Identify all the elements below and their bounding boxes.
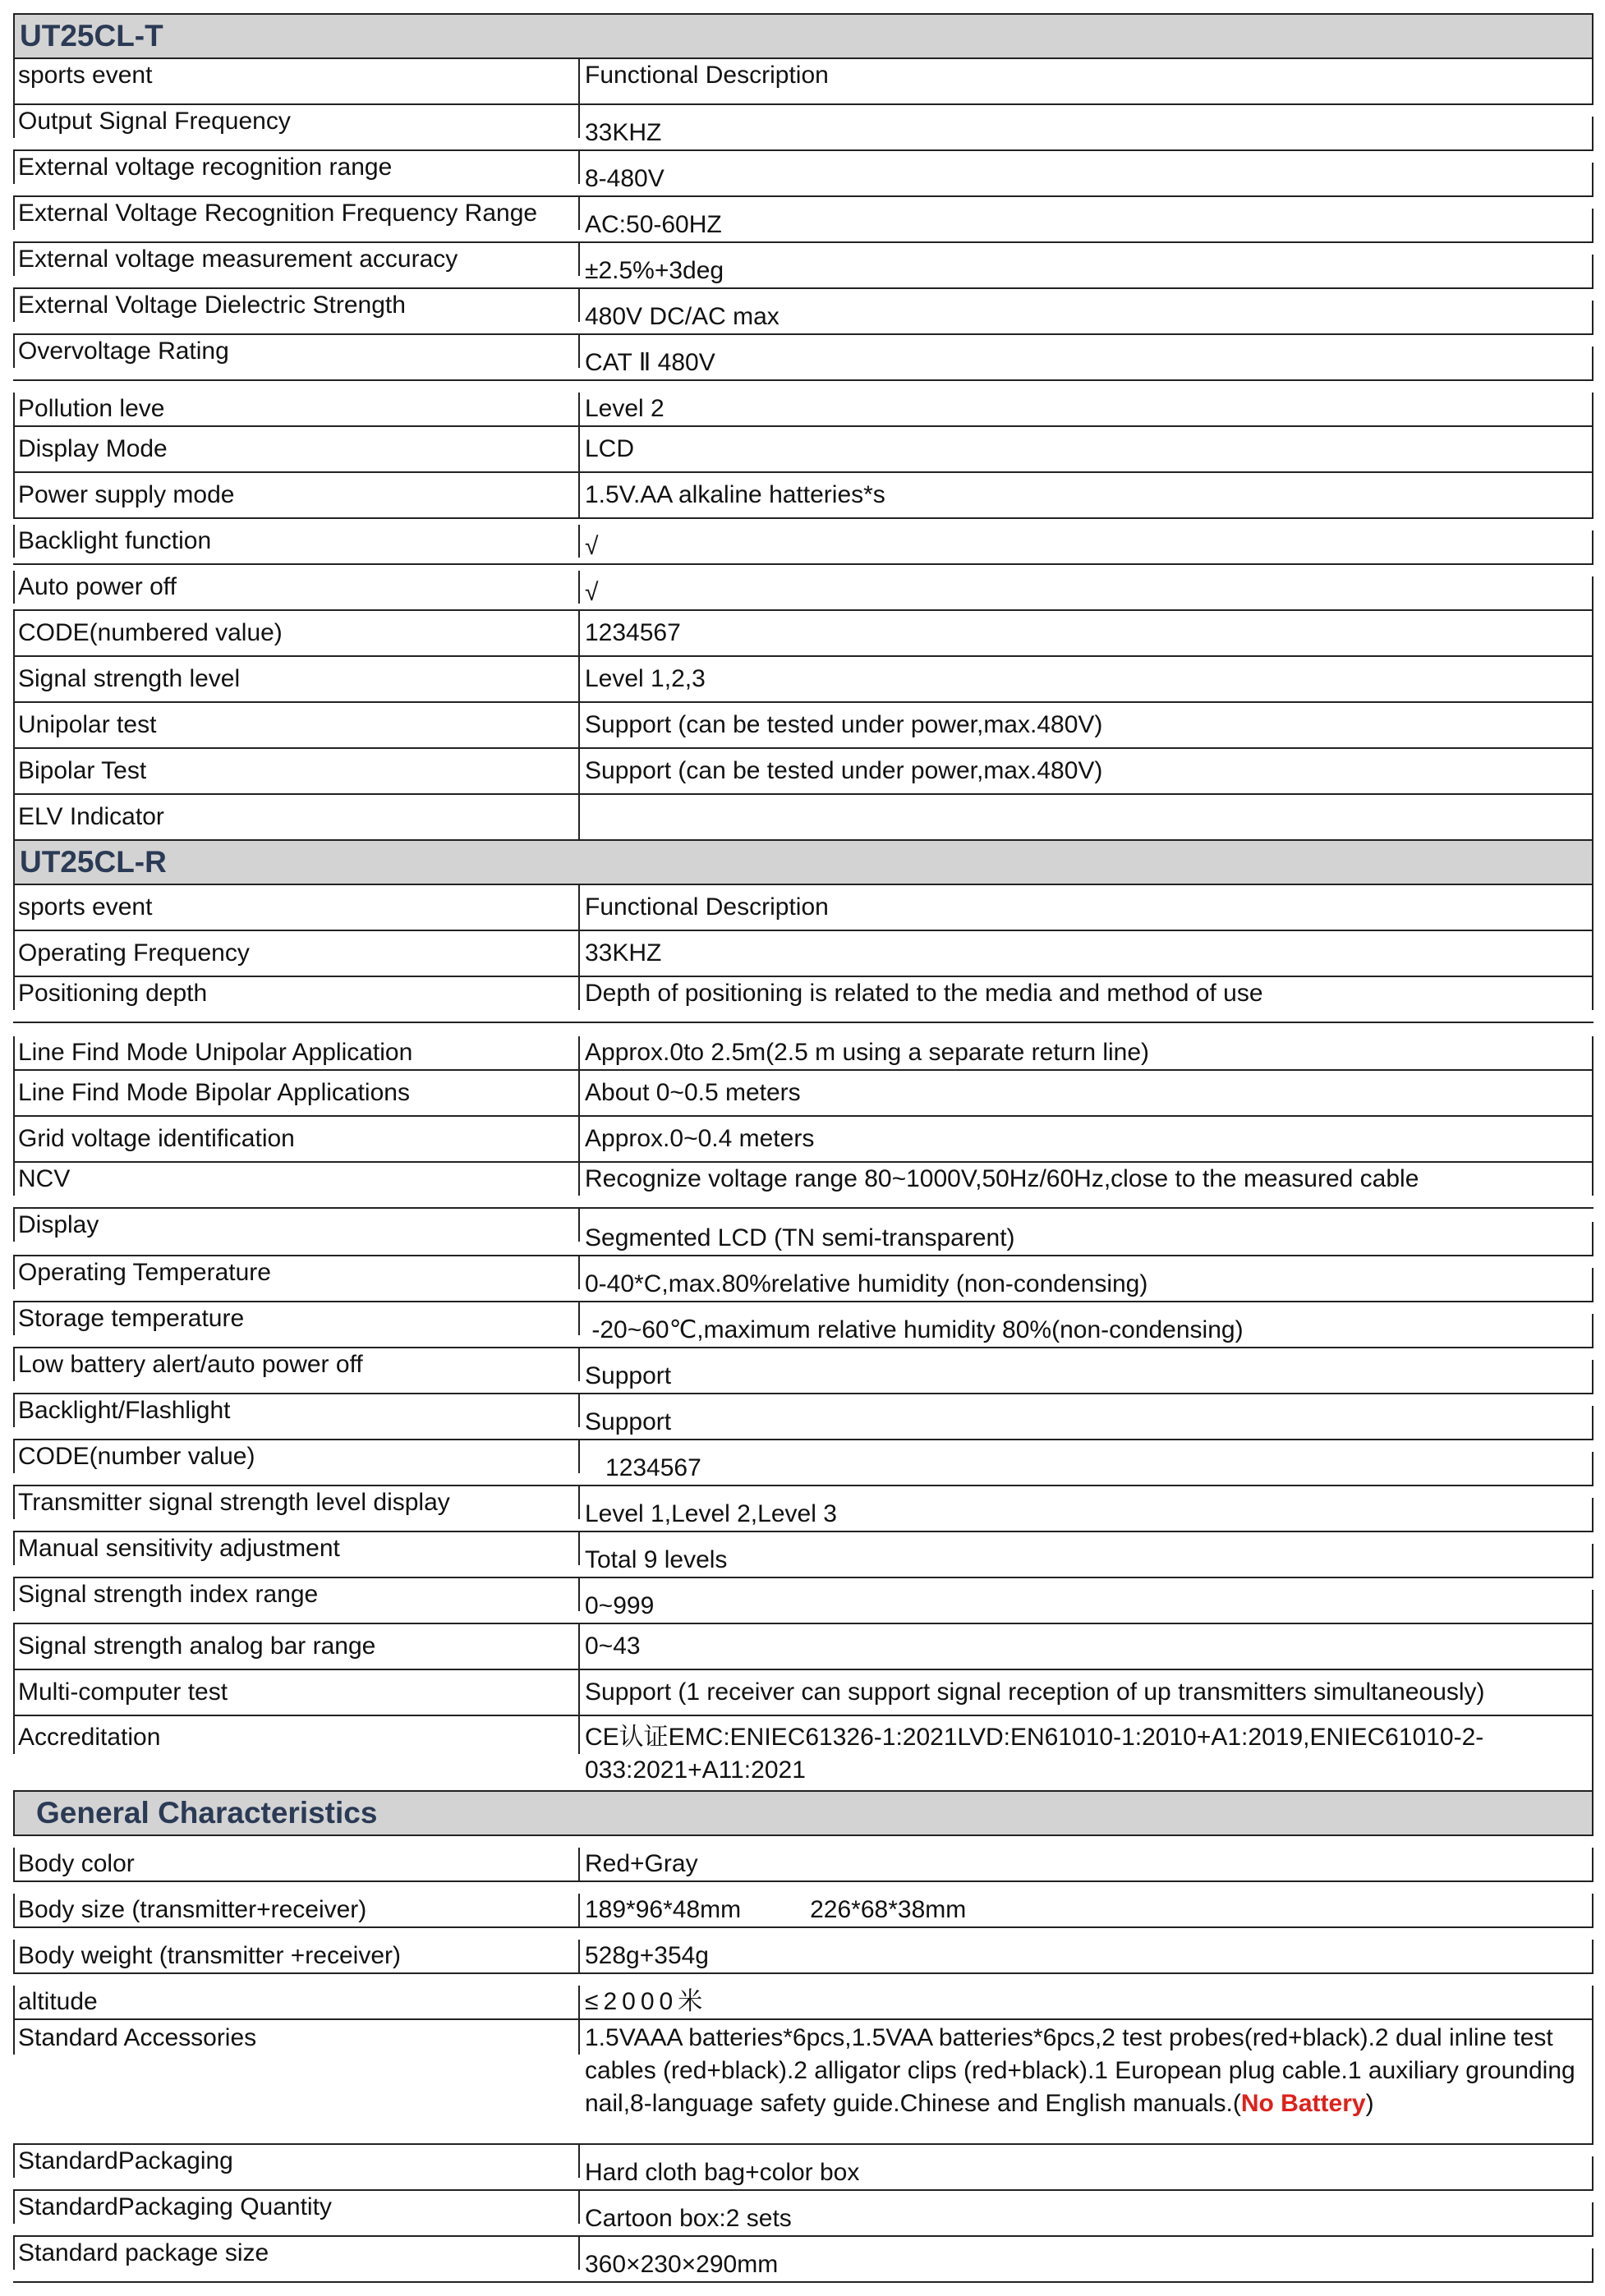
table-row xyxy=(13,1578,1594,1624)
row-label: Grid voltage identification xyxy=(13,1117,580,1161)
row-value: Support xyxy=(580,1360,1594,1393)
row-label: sports event xyxy=(13,885,580,930)
row-label: Body weight (transmitter +receiver) xyxy=(13,1940,580,1972)
row-label: Accreditation xyxy=(13,1716,580,1754)
table-row xyxy=(13,243,1594,289)
row-label: CODE(numbered value) xyxy=(13,611,580,655)
row-label: Standard Accessories xyxy=(13,2020,580,2055)
checkmark-icon: √ xyxy=(580,576,1594,609)
row-value: About 0~0.5 meters xyxy=(580,1071,1594,1115)
row-value: Support xyxy=(580,1406,1594,1439)
row-value: Functional Description xyxy=(580,885,1594,930)
table-row xyxy=(13,1209,1594,1256)
table-row xyxy=(13,1394,1594,1440)
table-row xyxy=(13,1117,1594,1163)
row-value: 1.5V.AA alkaline hatteries*s xyxy=(580,473,1594,517)
row-value: 0~999 xyxy=(580,1590,1594,1623)
table-row xyxy=(13,1348,1594,1394)
row-value: Support (can be tested under power,max.480V) xyxy=(580,749,1594,793)
row-label: Display Mode xyxy=(13,427,580,471)
table-row xyxy=(13,473,1594,519)
row-value: Red+Gray xyxy=(580,1848,1594,1880)
row-label: ELV Indicator xyxy=(13,795,580,839)
row-label: Output Signal Frequency xyxy=(13,105,580,138)
table-row xyxy=(13,657,1594,703)
table-row xyxy=(13,519,1594,565)
table-row xyxy=(13,1624,1594,1670)
section-header-receiver: UT25CL-R xyxy=(13,841,1594,885)
row-value: Hard cloth bag+color box xyxy=(580,2156,1594,2189)
table-row xyxy=(13,885,1594,931)
table-row xyxy=(13,1882,1594,1928)
table-row xyxy=(13,2020,1594,2145)
row-label: Operating Temperature xyxy=(13,1256,580,1289)
table-row xyxy=(13,1974,1594,2020)
row-label: Auto power off xyxy=(13,571,580,604)
row-label: Operating Frequency xyxy=(13,931,580,976)
section-header-general: General Characteristics xyxy=(13,1792,1594,1836)
row-value: 0-40*C,max.80%relative humidity (non-condensing) xyxy=(580,1268,1594,1301)
row-label: Positioning depth xyxy=(13,977,580,1010)
table-row xyxy=(13,1023,1594,1071)
row-value: 33KHZ xyxy=(580,117,1594,149)
table-row xyxy=(13,931,1594,977)
row-label: Unipolar test xyxy=(13,703,580,747)
row-value: Level 2 xyxy=(580,393,1594,425)
row-label: Signal strength index range xyxy=(13,1578,580,1611)
row-value: 360×230×290mm xyxy=(580,2248,1594,2281)
row-value: Recognize voltage range 80~1000V,50Hz/60Hz,close to the measured cable xyxy=(580,1163,1594,1196)
row-label: Signal strength analog bar range xyxy=(13,1624,580,1669)
row-value: Approx.0~0.4 meters xyxy=(580,1117,1594,1161)
row-label: StandardPackaging xyxy=(13,2145,580,2178)
table-row xyxy=(13,749,1594,795)
row-label: Transmitter signal strength level display xyxy=(13,1486,580,1519)
row-label: Bipolar Test xyxy=(13,749,580,793)
row-label: External Voltage Recognition Frequency Range xyxy=(13,197,580,230)
row-value: CAT Ⅱ 480V xyxy=(580,347,1594,379)
row-value: ≤2000米 xyxy=(580,1986,1594,2018)
table-row xyxy=(13,1670,1594,1716)
row-label: NCV xyxy=(13,1163,580,1196)
row-value: 1234567 xyxy=(580,611,1594,655)
row-value: Total 9 levels xyxy=(580,1544,1594,1577)
table-row xyxy=(13,977,1594,1023)
row-value: Support (1 receiver can support signal reception of up transmitters simultaneously) xyxy=(580,1670,1594,1715)
row-label: Body size (transmitter+receiver) xyxy=(13,1894,580,1926)
table-row xyxy=(13,105,1594,151)
table-row xyxy=(13,381,1594,427)
row-label: Display xyxy=(13,1209,580,1242)
table-row xyxy=(13,1440,1594,1486)
row-value: 8-480V xyxy=(580,163,1594,195)
row-label: Line Find Mode Bipolar Applications xyxy=(13,1071,580,1115)
table-row xyxy=(13,1256,1594,1302)
row-value: LCD xyxy=(580,427,1594,471)
row-value: 33KHZ xyxy=(580,931,1594,976)
table-row xyxy=(13,565,1594,611)
row-value: AC:50-60HZ xyxy=(580,209,1594,241)
row-value xyxy=(580,795,1594,839)
row-value: Level 1,2,3 xyxy=(580,657,1594,701)
row-label: Backlight/Flashlight xyxy=(13,1394,580,1427)
row-label: Power supply mode xyxy=(13,473,580,517)
table-row xyxy=(13,1928,1594,1974)
table-row xyxy=(13,151,1594,197)
no-battery-note: No Battery xyxy=(1240,2090,1366,2117)
row-label: Backlight function xyxy=(13,525,580,558)
row-label: Overvoltage Rating xyxy=(13,335,580,368)
row-value: 528g+354g xyxy=(580,1940,1594,1972)
table-row xyxy=(13,1486,1594,1532)
row-label: CODE(number value) xyxy=(13,1440,580,1473)
table-row xyxy=(13,611,1594,657)
row-label: External voltage measurement accuracy xyxy=(13,243,580,276)
table-row xyxy=(13,1302,1594,1348)
row-label: altitude xyxy=(13,1986,580,2018)
row-value: 480V DC/AC max xyxy=(580,301,1594,333)
row-value: Segmented LCD (TN semi-transparent) xyxy=(580,1222,1594,1255)
table-row xyxy=(13,1071,1594,1117)
row-label: Pollution leve xyxy=(13,393,580,425)
row-label: Signal strength level xyxy=(13,657,580,701)
row-value: 1234567 xyxy=(580,1452,1594,1485)
table-row xyxy=(13,1532,1594,1578)
row-label: External voltage recognition range xyxy=(13,151,580,184)
row-value: CE认证EMC:ENIEC61326-1:2021LVD:EN61010-1:2010+A1:2019,ENIEC61010-2-033:2021+A11:2021 xyxy=(580,1716,1594,1790)
table-row xyxy=(13,427,1594,473)
row-label: Standard package size xyxy=(13,2237,580,2270)
row-value: Approx.0to 2.5m(2.5 m using a separate return line) xyxy=(580,1036,1594,1069)
row-value: Functional Description xyxy=(580,59,1594,103)
row-label: sports event xyxy=(13,59,580,103)
table-row xyxy=(13,2237,1594,2283)
row-label: Low battery alert/auto power off xyxy=(13,1348,580,1381)
table-row xyxy=(13,59,1594,105)
row-value: Support (can be tested under power,max.480V) xyxy=(580,703,1594,747)
table-row xyxy=(13,2145,1594,2191)
table-row xyxy=(13,197,1594,243)
table-row xyxy=(13,289,1594,335)
table-row xyxy=(13,1163,1594,1209)
row-value: Level 1,Level 2,Level 3 xyxy=(580,1498,1594,1531)
row-value: Cartoon box:2 sets xyxy=(580,2202,1594,2235)
table-row xyxy=(13,2191,1594,2237)
table-row xyxy=(13,795,1594,841)
row-value: -20~60℃,maximum relative humidity 80%(non-condensing) xyxy=(580,1314,1594,1347)
spec-table xyxy=(13,13,1594,2283)
table-row xyxy=(13,335,1594,381)
table-row xyxy=(13,1716,1594,1792)
row-label: Body color xyxy=(13,1848,580,1880)
row-value: ±2.5%+3deg xyxy=(580,255,1594,287)
row-value: 189*96*48mm 226*68*38mm xyxy=(580,1894,1594,1926)
row-label: External Voltage Dielectric Strength xyxy=(13,289,580,322)
checkmark-icon: √ xyxy=(580,530,1594,563)
row-label: Multi-computer test xyxy=(13,1670,580,1715)
section-header-transmitter: UT25CL-T xyxy=(13,15,1594,59)
row-label: StandardPackaging Quantity xyxy=(13,2191,580,2224)
table-row xyxy=(13,703,1594,749)
table-row xyxy=(13,1836,1594,1882)
row-value: 0~43 xyxy=(580,1624,1594,1669)
row-value: 1.5VAAA batteries*6pcs,1.5VAA batteries*6pcs,2 test probes(red+black).2 dual inline test cables (red+black).2 alligator clips (red+black).1 European plug cable.1 auxiliary grounding nail,8-language safety guide.Chinese and English manuals.(No Battery) xyxy=(580,2020,1594,2143)
row-label: Storage temperature xyxy=(13,1302,580,1335)
row-label: Line Find Mode Unipolar Application xyxy=(13,1036,580,1069)
row-value: Depth of positioning is related to the media and method of use xyxy=(580,977,1594,1010)
row-label: Manual sensitivity adjustment xyxy=(13,1532,580,1565)
